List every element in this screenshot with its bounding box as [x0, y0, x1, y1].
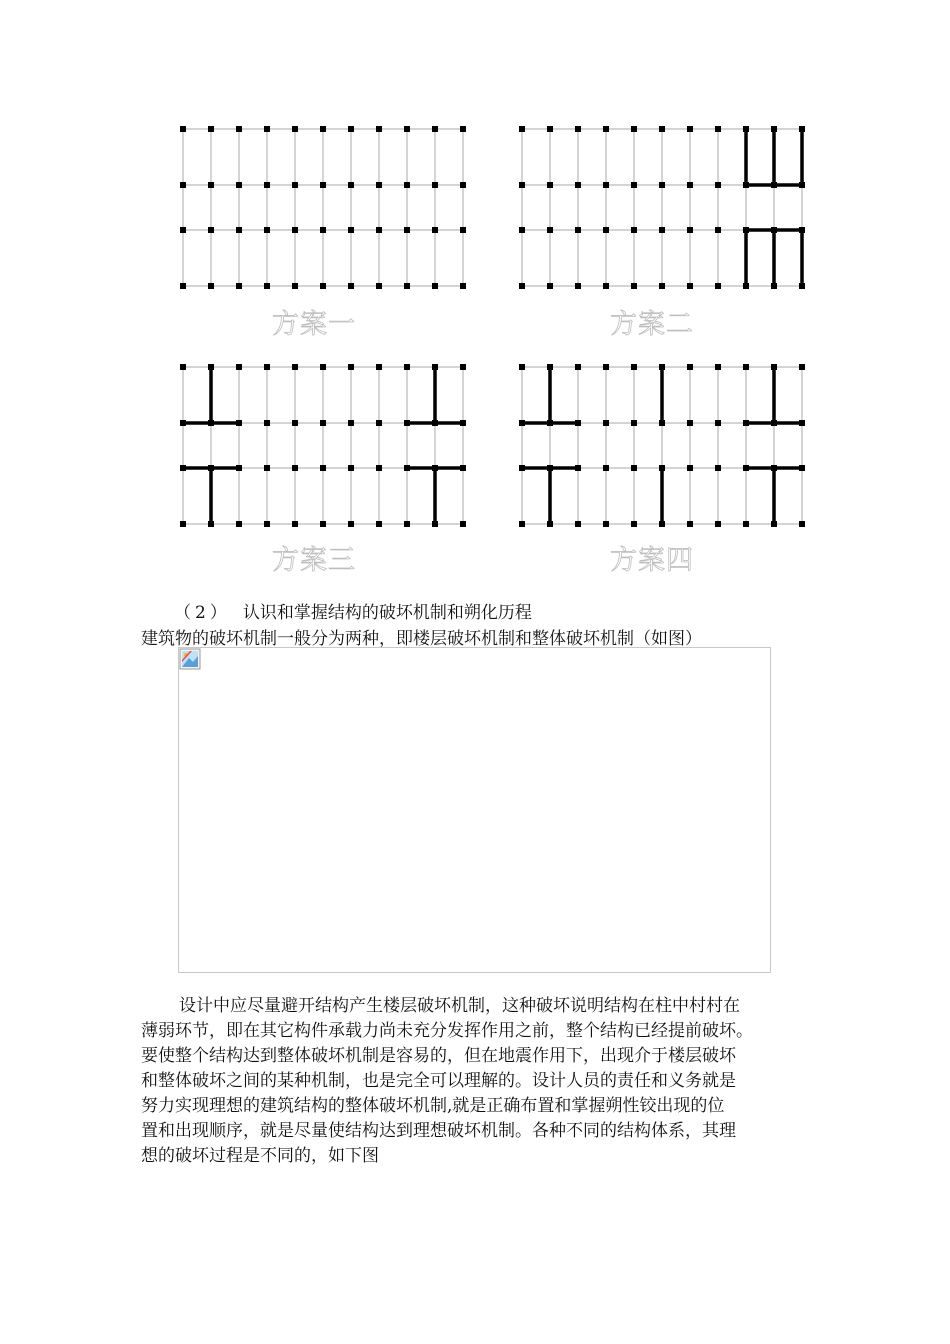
column-node	[236, 283, 242, 289]
column-node	[208, 182, 214, 188]
column-node	[631, 521, 637, 527]
column-node	[575, 126, 581, 132]
column-node	[631, 227, 637, 233]
paragraph-line: 薄弱环节，即在其它构件承载力尚未充分发挥作用之前，整个结构已经提前破坏。	[141, 1021, 753, 1041]
column-node	[575, 521, 581, 527]
column-node	[320, 227, 326, 233]
column-node	[631, 420, 637, 426]
column-node	[687, 283, 693, 289]
column-node	[292, 420, 298, 426]
column-node	[547, 420, 553, 426]
column-node	[404, 182, 410, 188]
body-paragraph	[141, 994, 831, 1169]
column-node	[236, 126, 242, 132]
column-node	[404, 521, 410, 527]
column-node	[180, 364, 186, 370]
column-node	[320, 283, 326, 289]
column-node	[743, 227, 749, 233]
column-node	[404, 465, 410, 471]
column-node	[799, 283, 805, 289]
column-node	[264, 126, 270, 132]
column-node	[603, 283, 609, 289]
column-node	[715, 227, 721, 233]
column-node	[603, 465, 609, 471]
column-node	[404, 364, 410, 370]
column-node	[519, 182, 525, 188]
column-node	[264, 283, 270, 289]
column-node	[376, 465, 382, 471]
column-node	[348, 126, 354, 132]
column-node	[292, 364, 298, 370]
column-node	[180, 420, 186, 426]
column-node	[687, 364, 693, 370]
column-node	[432, 420, 438, 426]
column-node	[348, 420, 354, 426]
grid-lines	[522, 129, 802, 286]
column-node	[208, 283, 214, 289]
column-node	[715, 521, 721, 527]
scheme-1-grid	[176, 122, 470, 292]
column-node	[743, 364, 749, 370]
column-node	[575, 283, 581, 289]
paragraph-line: 和整体破坏之间的某种机制，也是完全可以理解的。设计人员的责任和义务就是	[141, 1071, 736, 1091]
column-node	[631, 283, 637, 289]
column-node	[799, 126, 805, 132]
column-node	[348, 364, 354, 370]
column-node	[659, 364, 665, 370]
intro-line: 建筑物的破坏机制一般分为两种，即楼层破坏机制和整体破坏机制（如图）	[141, 629, 702, 649]
column-node	[743, 283, 749, 289]
column-node	[404, 283, 410, 289]
column-node	[575, 465, 581, 471]
column-node	[292, 465, 298, 471]
column-node	[460, 182, 466, 188]
column-node	[687, 182, 693, 188]
column-node	[743, 182, 749, 188]
column-node	[292, 227, 298, 233]
grid-lines	[183, 129, 463, 286]
column-node	[432, 521, 438, 527]
section-title: 认识和掌握结构的破坏机制和朔化历程	[242, 603, 532, 623]
column-node	[376, 420, 382, 426]
section-number: （2）	[174, 603, 231, 623]
column-node	[547, 465, 553, 471]
column-node	[208, 126, 214, 132]
column-node	[264, 420, 270, 426]
column-node	[460, 521, 466, 527]
column-node	[519, 126, 525, 132]
column-node	[320, 465, 326, 471]
column-node	[659, 227, 665, 233]
paragraph-line: 想的破坏过程是不同的，如下图	[141, 1146, 379, 1166]
column-node	[687, 521, 693, 527]
column-node	[799, 182, 805, 188]
column-node	[180, 227, 186, 233]
column-node	[659, 420, 665, 426]
column-node	[460, 227, 466, 233]
column-node	[180, 521, 186, 527]
scheme-4-grid	[515, 360, 809, 530]
scheme-3-caption: 方案三	[272, 545, 356, 576]
column-node	[292, 283, 298, 289]
column-node	[799, 465, 805, 471]
scheme-2-caption: 方案二	[610, 309, 694, 340]
column-node	[687, 420, 693, 426]
column-node	[460, 126, 466, 132]
column-node	[208, 364, 214, 370]
paragraph-line: 设计中应尽量避开结构产生楼层破坏机制，这种破坏说明结构在柱中村村在	[179, 996, 740, 1016]
column-node	[460, 465, 466, 471]
column-node	[264, 227, 270, 233]
column-node	[743, 521, 749, 527]
column-node	[236, 465, 242, 471]
column-node	[376, 364, 382, 370]
column-node	[715, 420, 721, 426]
column-node	[799, 364, 805, 370]
column-node	[292, 521, 298, 527]
column-node	[320, 182, 326, 188]
column-node	[404, 420, 410, 426]
column-node	[519, 465, 525, 471]
column-node	[687, 465, 693, 471]
column-node	[603, 521, 609, 527]
column-node	[348, 465, 354, 471]
column-node	[460, 283, 466, 289]
column-node	[547, 364, 553, 370]
column-node	[292, 182, 298, 188]
column-node	[208, 521, 214, 527]
column-node	[348, 182, 354, 188]
column-node	[320, 521, 326, 527]
column-node	[404, 126, 410, 132]
column-node	[687, 126, 693, 132]
column-node	[631, 465, 637, 471]
column-node	[715, 364, 721, 370]
broken-image-icon	[179, 648, 201, 670]
column-node	[743, 465, 749, 471]
column-node	[236, 521, 242, 527]
column-node	[771, 364, 777, 370]
column-node	[348, 283, 354, 289]
column-node	[320, 420, 326, 426]
column-node	[460, 364, 466, 370]
column-node	[547, 182, 553, 188]
column-node	[575, 182, 581, 188]
column-node	[519, 420, 525, 426]
column-node	[799, 420, 805, 426]
column-node	[519, 364, 525, 370]
column-node	[264, 521, 270, 527]
column-node	[432, 465, 438, 471]
scheme-2-grid	[515, 122, 809, 292]
column-node	[404, 227, 410, 233]
column-node	[743, 420, 749, 426]
column-node	[771, 126, 777, 132]
column-node	[547, 521, 553, 527]
column-node	[659, 465, 665, 471]
column-node	[376, 521, 382, 527]
column-node	[771, 465, 777, 471]
column-node	[348, 227, 354, 233]
column-node	[264, 182, 270, 188]
column-node	[603, 126, 609, 132]
column-node	[715, 465, 721, 471]
column-node	[603, 227, 609, 233]
column-node	[432, 364, 438, 370]
column-node	[376, 182, 382, 188]
paragraph-line: 努力实现理想的建筑结构的整体破坏机制,就是正确布置和掌握朔性铰出现的位	[141, 1096, 725, 1116]
paragraph-line: 要使整个结构达到整体破坏机制是容易的，但在地震作用下，出现介于楼层破坏	[141, 1046, 736, 1066]
column-node	[208, 227, 214, 233]
column-node	[180, 283, 186, 289]
column-node	[236, 182, 242, 188]
column-node	[547, 283, 553, 289]
column-node	[603, 182, 609, 188]
column-node	[799, 521, 805, 527]
column-node	[715, 126, 721, 132]
column-node	[264, 364, 270, 370]
column-node	[603, 420, 609, 426]
column-node	[432, 126, 438, 132]
column-node	[236, 420, 242, 426]
column-node	[460, 420, 466, 426]
column-node	[631, 364, 637, 370]
column-node	[348, 521, 354, 527]
column-node	[519, 283, 525, 289]
column-node	[603, 364, 609, 370]
column-node	[519, 521, 525, 527]
column-node	[376, 227, 382, 233]
column-node	[659, 182, 665, 188]
column-node	[659, 521, 665, 527]
scheme-1-caption: 方案一	[272, 309, 356, 340]
column-node	[180, 465, 186, 471]
column-node	[771, 182, 777, 188]
column-node	[376, 126, 382, 132]
column-node	[799, 227, 805, 233]
section-heading	[174, 598, 532, 623]
column-node	[320, 126, 326, 132]
column-node	[743, 126, 749, 132]
scheme-4-caption: 方案四	[610, 545, 694, 576]
image-placeholder	[178, 647, 771, 973]
column-node	[547, 227, 553, 233]
column-node	[659, 126, 665, 132]
column-node	[236, 227, 242, 233]
column-node	[320, 364, 326, 370]
column-node	[432, 227, 438, 233]
column-node	[771, 420, 777, 426]
column-node	[687, 227, 693, 233]
column-node	[715, 182, 721, 188]
column-node	[264, 465, 270, 471]
scheme-3-grid	[176, 360, 470, 530]
column-node	[208, 420, 214, 426]
paragraph-line: 置和出现顺序，就是尽量使结构达到理想破坏机制。各种不同的结构体系，其理	[141, 1121, 736, 1141]
column-node	[547, 126, 553, 132]
column-node	[208, 465, 214, 471]
column-node	[771, 521, 777, 527]
column-node	[575, 420, 581, 426]
column-node	[659, 283, 665, 289]
column-node	[771, 227, 777, 233]
column-node	[432, 182, 438, 188]
column-node	[292, 126, 298, 132]
column-node	[432, 283, 438, 289]
column-node	[376, 283, 382, 289]
column-node	[180, 126, 186, 132]
column-node	[631, 126, 637, 132]
column-node	[771, 283, 777, 289]
grid-lines	[183, 367, 463, 524]
column-node	[575, 364, 581, 370]
column-node	[575, 227, 581, 233]
column-node	[519, 227, 525, 233]
column-node	[715, 283, 721, 289]
column-node	[180, 182, 186, 188]
column-node	[631, 182, 637, 188]
column-node	[236, 364, 242, 370]
